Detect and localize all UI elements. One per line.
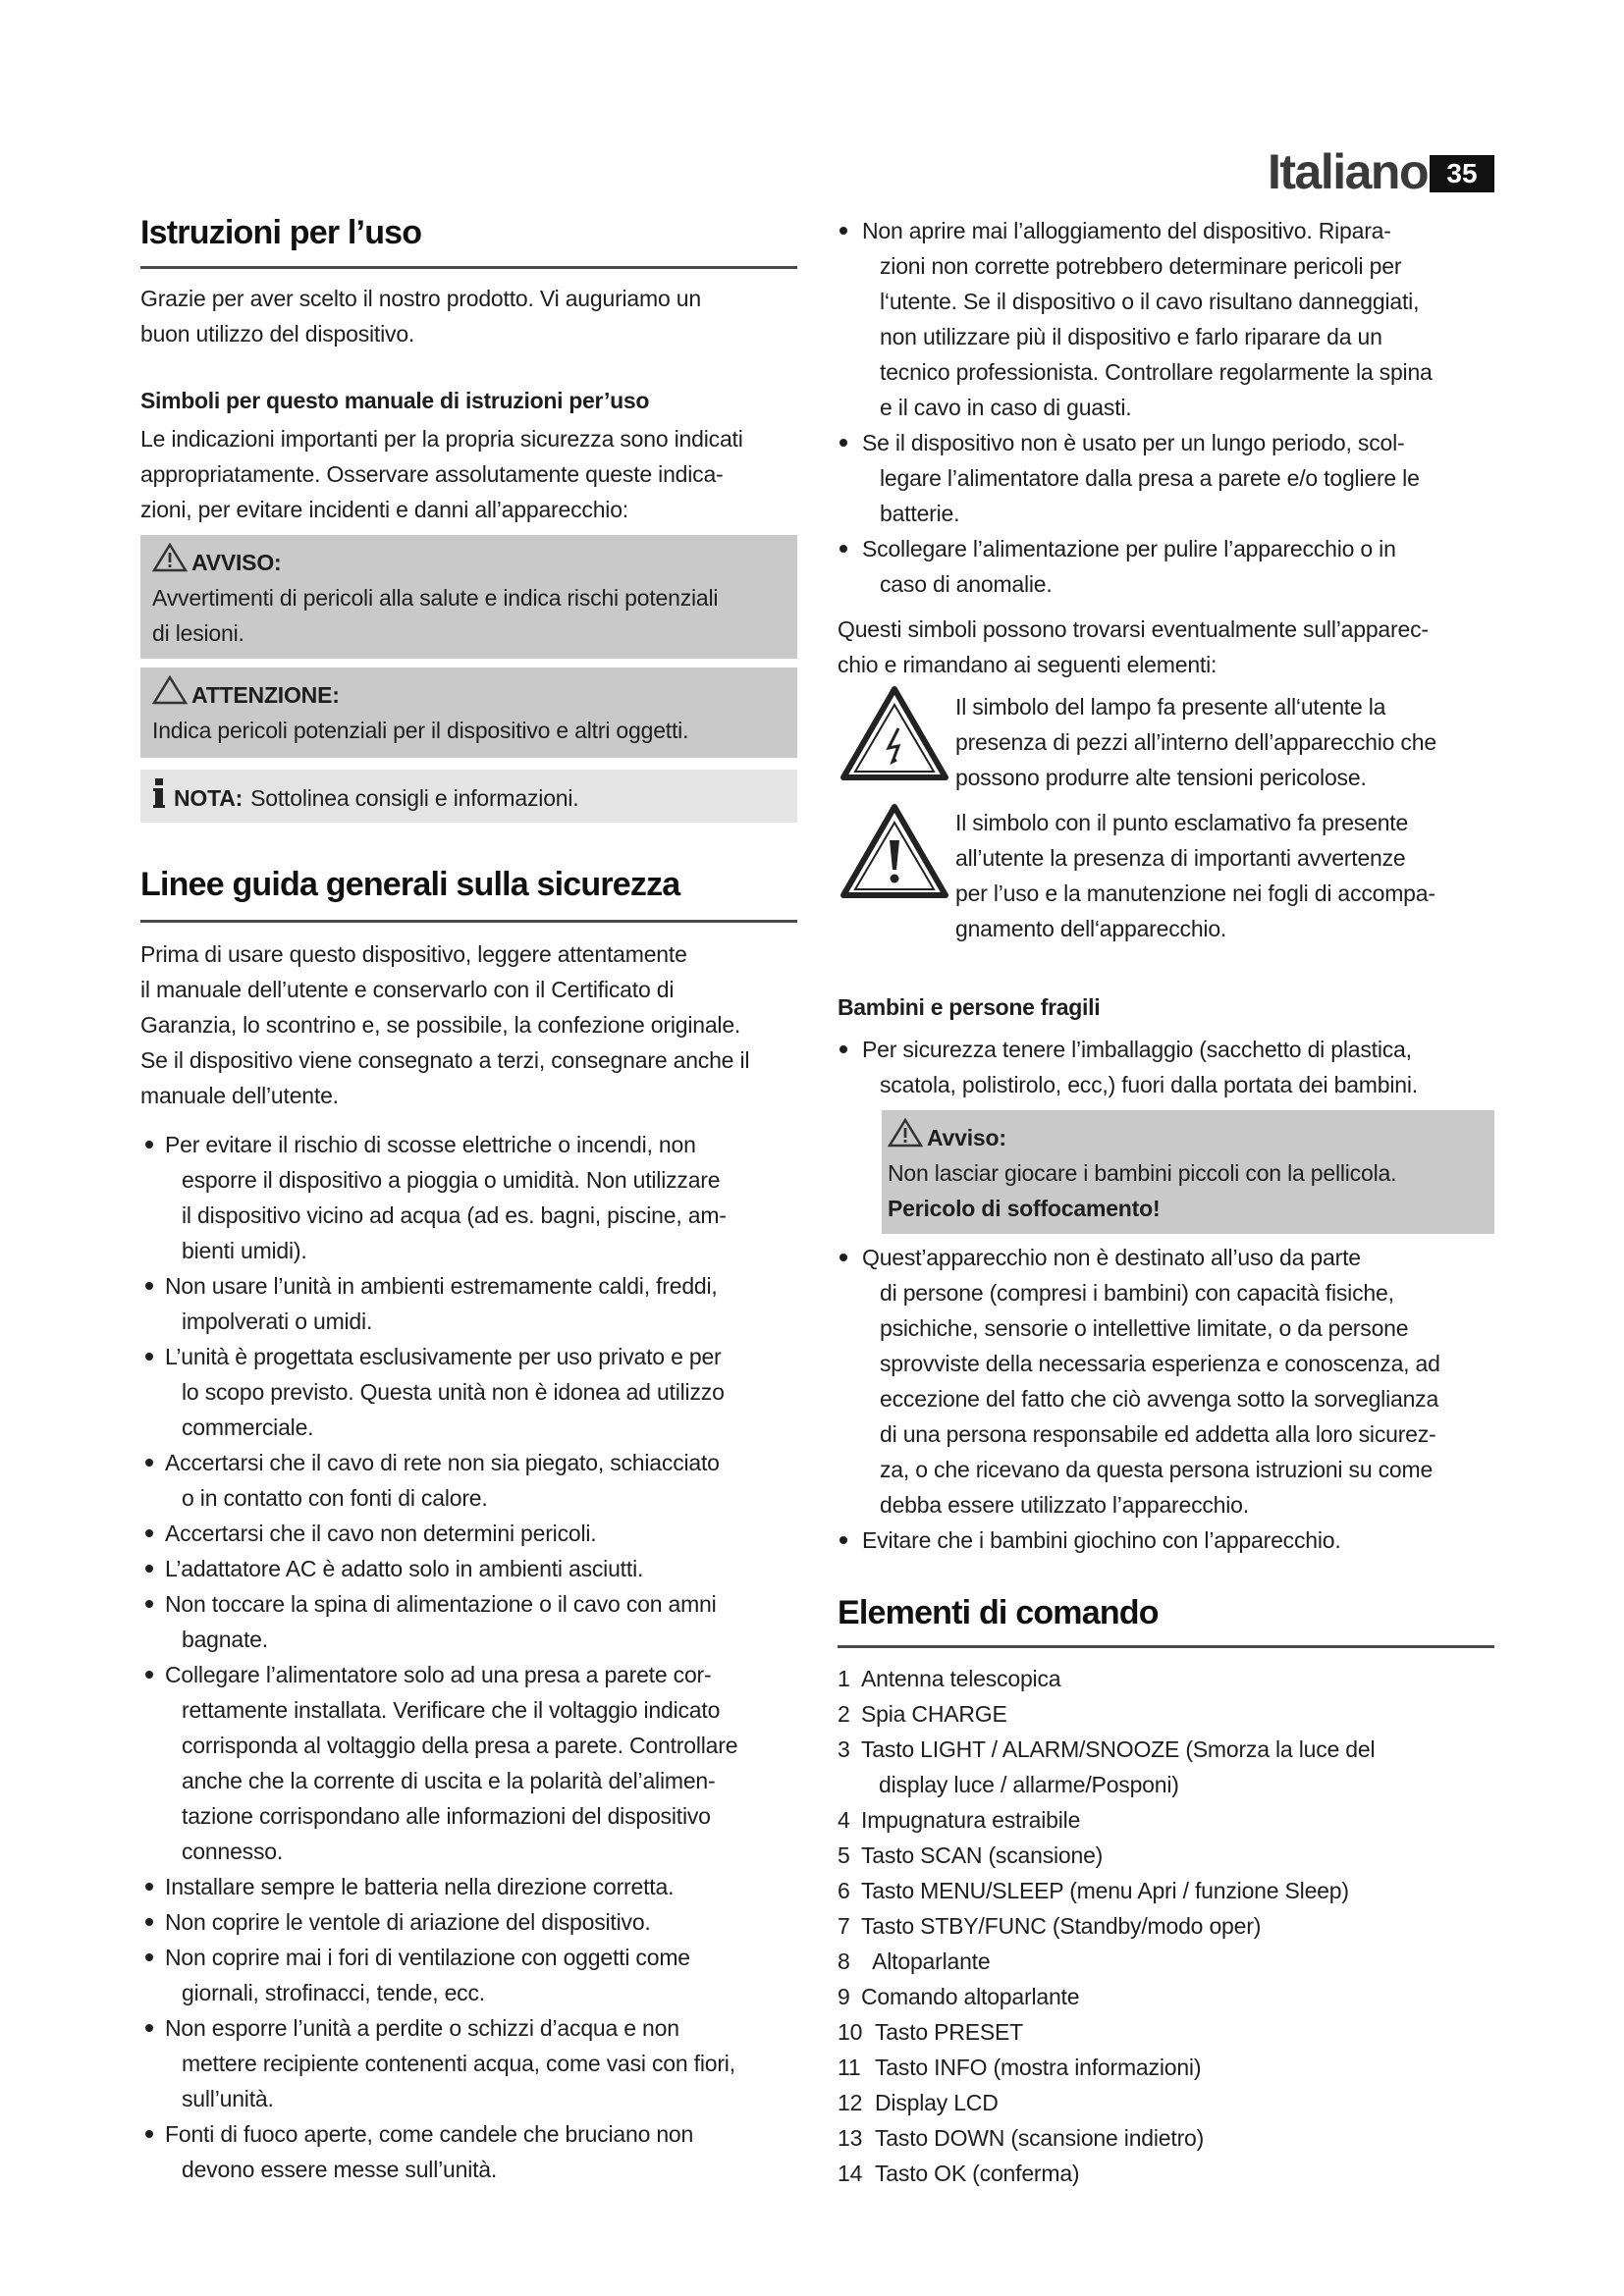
control-item: [838, 2085, 1375, 2120]
bullet-line: il dispositivo vicino ad acqua (ad es. bagni, piscine, am-: [182, 1202, 727, 1228]
bullet-dot-icon: [145, 1600, 153, 1608]
control-item: [838, 1767, 1375, 1802]
control-label: Display LCD: [875, 2090, 999, 2115]
bullet-line: mettere recipiente contenenti acqua, come vasi con fiori,: [182, 2051, 735, 2076]
text-line: possono produrre alte tensioni pericolose.: [955, 765, 1367, 790]
safety-bullet-list: [145, 1127, 737, 2187]
text-line: buon utilizzo del dispositivo.: [140, 321, 415, 347]
control-label: Antenna telescopica: [861, 1666, 1061, 1691]
bullet-item: [839, 213, 1433, 425]
text-line: manuale dell’utente.: [140, 1083, 339, 1108]
control-item: [838, 1908, 1375, 1944]
bullet-dot-icon: [839, 439, 847, 447]
avviso-text: [152, 580, 718, 651]
bullet-line: l‘utente. Se il dispositivo o il cavo risultano danneggiati,: [880, 289, 1420, 314]
bullet-line: commerciale.: [182, 1415, 314, 1440]
text-line: chio e rimandano ai seguenti elementi:: [838, 652, 1218, 677]
avviso-title: Avviso:: [927, 1125, 1006, 1150]
warning-icon: [888, 1118, 923, 1157]
control-number: 14: [838, 2161, 863, 2186]
bullet-dot-icon: [145, 2024, 153, 2032]
bullet-item: [145, 1127, 737, 1268]
bullet-line: psichiche, sensorie o intellettive limitate, o da persone: [880, 1315, 1409, 1341]
bullet-dot-icon: [839, 545, 847, 553]
safety-bullet-list-continued: [839, 213, 1433, 602]
bullet-dot-icon: [145, 1565, 153, 1573]
lightning-warning-icon: [839, 685, 949, 788]
bullet-line: rettamente installata. Verificare che il voltaggio indicato: [182, 1697, 721, 1723]
control-item: [838, 1979, 1375, 2014]
text-line: gnamento dell‘apparecchio.: [955, 916, 1227, 941]
bullet-line: bienti umidi).: [182, 1238, 307, 1263]
control-number: 12: [838, 2090, 863, 2115]
control-label: Tasto OK (conferma): [875, 2161, 1080, 2186]
bullet-item: [839, 1032, 1418, 1102]
text-line: Grazie per aver scelto il nostro prodotto. Vi auguriamo un: [140, 286, 701, 311]
language-title: Italiano: [1267, 144, 1428, 199]
exclamation-description: [955, 805, 1435, 946]
control-number: 1: [838, 1666, 850, 1691]
bullet-line: Accertarsi che il cavo non determini pericoli.: [165, 1521, 597, 1546]
control-item: [838, 1696, 1375, 1732]
bullet-item: [145, 1940, 737, 2010]
bullet-line: non utilizzare più il dispositivo e farlo riparare da un: [880, 324, 1382, 349]
bullet-line: devono essere messe sull’unità.: [182, 2157, 498, 2182]
bullet-line: Non coprire mai i fori di ventilazione con oggetti come: [165, 1945, 690, 1970]
control-item: [838, 1838, 1375, 1873]
bullet-line: lo scopo previsto. Questa unità non è idonea ad utilizzo: [182, 1379, 725, 1405]
control-label: Tasto INFO (mostra informazioni): [875, 2055, 1202, 2080]
bullet-line: Se il dispositivo non è usato per un lungo periodo, scol-: [862, 430, 1405, 455]
bullet-line: Evitare che i bambini giochino con l’apparecchio.: [862, 1527, 1341, 1553]
control-number: [838, 1767, 879, 1802]
control-number: 13: [838, 2125, 863, 2151]
text-line: di lesioni.: [152, 620, 244, 646]
avviso-title: AVVISO:: [191, 550, 282, 575]
control-label: Tasto DOWN (scansione indietro): [875, 2125, 1205, 2151]
bullet-line: Collegare l’alimentatore solo ad una presa a parete cor-: [165, 1662, 712, 1687]
control-label: Tasto SCAN (scansione): [861, 1842, 1104, 1868]
text-line: Se il dispositivo viene consegnato a terzi, consegnare anche il: [140, 1047, 750, 1073]
heading-rule: [140, 266, 797, 269]
bullet-item: [145, 1445, 737, 1516]
bullet-line: L’unità è progettata esclusivamente per uso privato e per: [165, 1344, 722, 1369]
control-label: Tasto PRESET: [875, 2019, 1023, 2045]
control-number: 5: [838, 1842, 850, 1868]
safety-intro: [140, 936, 749, 1113]
control-number: 3: [838, 1736, 850, 1762]
bullet-item: [145, 1904, 737, 1940]
bullet-item: [145, 2116, 737, 2187]
heading-rule: [140, 920, 797, 923]
control-number: 7: [838, 1913, 850, 1939]
bullet-line: sull’unità.: [182, 2086, 274, 2111]
control-label: Altoparlante: [861, 1949, 991, 1974]
bullet-item: [839, 1240, 1440, 1522]
text-line: Garanzia, lo scontrino e, se possibile, la confezione originale.: [140, 1012, 741, 1038]
control-item: [838, 1661, 1375, 1696]
bullet-line: Fonti di fuoco aperte, come candele che bruciano non: [165, 2121, 694, 2147]
control-item: [838, 2120, 1375, 2156]
text-line: zioni, per evitare incidenti e danni all’apparecchio:: [140, 497, 628, 522]
symbols-intro: [838, 612, 1429, 682]
bullet-line: legare l’alimentatore dalla presa a parete e/o togliere le: [880, 465, 1420, 491]
control-number: 6: [838, 1878, 850, 1903]
bullet-line: corrisponda al voltaggio della presa a parete. Controllare: [182, 1733, 738, 1758]
bullet-line: giornali, strofinacci, tende, ecc.: [182, 1980, 485, 2005]
bullet-dot-icon: [839, 1536, 847, 1544]
bullet-line: impolverati o umidi.: [182, 1308, 373, 1334]
control-number: 11: [838, 2055, 861, 2080]
bullet-line: za, o che ricevano da questa persona istruzioni su come: [880, 1457, 1434, 1482]
text-line: per l’uso e la manutenzione nei fogli di accompa-: [955, 881, 1435, 906]
control-label: Impugnatura estraibile: [861, 1807, 1081, 1833]
text-line: Il simbolo con il punto esclamativo fa presente: [955, 810, 1409, 835]
attenzione-title: ATTENZIONE:: [191, 682, 340, 708]
bullet-item: [145, 1551, 737, 1586]
bullet-line: Per evitare il rischio di scosse elettriche o incendi, non: [165, 1132, 696, 1157]
heading-istruzioni: Istruzioni per l’uso: [140, 214, 422, 251]
bullet-dot-icon: [839, 227, 847, 235]
bullet-line: di una persona responsabile ed addetta alla loro sicurez-: [880, 1421, 1436, 1447]
control-number: 9: [838, 1984, 850, 2009]
page-number: 35: [1430, 155, 1494, 192]
bullet-line: Non coprire le ventole di ariazione del dispositivo.: [165, 1909, 651, 1935]
children-avviso-box: [882, 1110, 1494, 1234]
bullet-item: [145, 1586, 737, 1657]
bullet-line: di persone (compresi i bambini) con capacità fisiche,: [880, 1280, 1394, 1306]
symbols-heading: Simboli per questo manuale di istruzioni per’uso: [140, 388, 650, 413]
control-item: [838, 1944, 1375, 1979]
bullet-line: sprovviste della necessaria esperienza e conoscenza, ad: [880, 1351, 1440, 1376]
control-label: Tasto LIGHT / ALARM/SNOOZE (Smorza la luce del: [861, 1736, 1376, 1762]
avviso-bold-text: Pericolo di soffocamento!: [888, 1196, 1161, 1221]
text-line: presenza di pezzi all’interno dell’apparecchio che: [955, 729, 1436, 755]
bullet-line: Non aprire mai l’alloggiamento del dispositivo. Ripara-: [862, 218, 1391, 243]
bullet-item: [145, 1869, 737, 1904]
bullet-line: zioni non corrette potrebbero determinare pericoli per: [880, 253, 1402, 279]
bullet-item: [145, 1268, 737, 1339]
control-item: [838, 2014, 1375, 2050]
text-line: all’utente la presenza di importanti avvertenze: [955, 845, 1406, 871]
attenzione-text: [152, 713, 688, 748]
control-item: [838, 1732, 1375, 1767]
children-bullets-2: [839, 1240, 1440, 1558]
bullet-line: Per sicurezza tenere l’imballaggio (sacchetto di plastica,: [862, 1037, 1412, 1062]
avviso-box: [140, 535, 797, 659]
bullet-dot-icon: [839, 1254, 847, 1261]
control-item: [838, 1873, 1375, 1908]
bullet-dot-icon: [145, 1282, 153, 1290]
warning-icon: [152, 543, 188, 582]
bullet-line: tazione corrispondano alle informazioni del dispositivo: [182, 1803, 711, 1829]
lightning-description: [955, 689, 1436, 795]
bullet-line: L’adattatore AC è adatto solo in ambienti asciutti.: [165, 1556, 644, 1581]
bullet-line: Non toccare la spina di alimentazione o il cavo con amni: [165, 1591, 717, 1617]
bullet-dot-icon: [145, 1529, 153, 1537]
text-line: Avvertimenti di pericoli alla salute e indica rischi potenziali: [152, 585, 719, 611]
control-label: Spia CHARGE: [861, 1701, 1007, 1727]
text-line: Le indicazioni importanti per la propria sicurezza sono indicati: [140, 426, 743, 452]
bullet-line: Accertarsi che il cavo di rete non sia piegato, schiacciato: [165, 1450, 720, 1475]
attenzione-box: [140, 667, 797, 758]
bullet-line: Installare sempre le batteria nella direzione corretta.: [165, 1874, 675, 1899]
heading-rule: [838, 1645, 1494, 1648]
bullet-line: Quest’apparecchio non è destinato all’uso da parte: [862, 1245, 1361, 1270]
bullet-item: [839, 1522, 1440, 1558]
bullet-item: [145, 2010, 737, 2116]
bullet-dot-icon: [145, 1883, 153, 1891]
children-heading: Bambini e persone fragili: [838, 994, 1101, 1020]
bullet-line: tecnico professionista. Controllare regolarmente la spina: [880, 359, 1433, 385]
text-line: Questi simboli possono trovarsi eventualmente sull’apparec-: [838, 616, 1429, 642]
bullet-item: [145, 1516, 737, 1551]
bullet-line: Non usare l’unità in ambienti estremamente caldi, freddi,: [165, 1273, 718, 1299]
controls-list: [838, 1661, 1375, 2191]
control-label: display luce / allarme/Posponi): [879, 1772, 1179, 1797]
exclamation-warning-icon: [839, 803, 949, 906]
control-label: Tasto STBY/FUNC (Standby/modo oper): [861, 1913, 1262, 1939]
bullet-line: connesso.: [182, 1839, 284, 1864]
bullet-line: debba essere utilizzato l’apparecchio.: [880, 1492, 1249, 1518]
nota-title: NOTA:: [174, 785, 244, 811]
bullet-dot-icon: [145, 1671, 153, 1679]
text-line: appropriatamente. Osservare assolutamente queste indica-: [140, 461, 724, 487]
text-line: Prima di usare questo dispositivo, leggere attentamente: [140, 941, 687, 967]
intro-paragraph: [140, 281, 701, 351]
control-number: 10: [838, 2019, 863, 2045]
text-line: Il simbolo del lampo fa presente all‘utente la: [955, 694, 1386, 720]
bullet-dot-icon: [145, 1953, 153, 1961]
bullet-item: [145, 1339, 737, 1445]
bullet-line: batterie.: [880, 501, 960, 526]
avviso-text: Non lasciar giocare i bambini piccoli con la pellicola.: [888, 1160, 1397, 1186]
bullet-dot-icon: [145, 1918, 153, 1926]
control-number: 8: [838, 1949, 850, 1974]
bullet-line: scatola, polistirolo, ecc,) fuori dalla portata dei bambini.: [880, 1072, 1418, 1097]
control-item: [838, 2156, 1375, 2191]
info-icon: [152, 778, 166, 818]
bullet-dot-icon: [145, 2130, 153, 2138]
bullet-line: caso di anomalie.: [880, 571, 1053, 597]
control-item: [838, 1802, 1375, 1838]
heading-linee-guida: Linee guida generali sulla sicurezza: [140, 866, 680, 903]
bullet-dot-icon: [145, 1459, 153, 1467]
nota-text: Sottolinea consigli e informazioni.: [250, 785, 579, 811]
bullet-line: o in contatto con fonti di calore.: [182, 1485, 488, 1511]
children-bullets: [839, 1032, 1418, 1102]
control-number: 2: [838, 1701, 850, 1727]
heading-elementi-di-comando: Elementi di comando: [838, 1594, 1159, 1631]
symbols-paragraph: [140, 421, 743, 527]
text-line: Indica pericoli potenziali per il dispositivo e altri oggetti.: [152, 718, 689, 743]
bullet-line: anche che la corrente di uscita e la polarità del’alimen-: [182, 1768, 716, 1793]
bullet-item: [145, 1657, 737, 1869]
nota-box: [140, 770, 797, 823]
text-line: il manuale dell’utente e conservarlo con il Certificato di: [140, 977, 675, 1002]
bullet-item: [839, 425, 1433, 531]
bullet-dot-icon: [145, 1353, 153, 1361]
bullet-line: esporre il dispositivo a pioggia o umidità. Non utilizzare: [182, 1167, 721, 1193]
bullet-line: eccezione del fatto che ciò avvenga sotto la sorveglianza: [880, 1386, 1439, 1412]
bullet-line: Non esporre l’unità a perdite o schizzi d’acqua e non: [165, 2015, 679, 2041]
bullet-line: Scollegare l’alimentazione per pulire l’apparecchio o in: [862, 536, 1396, 561]
control-item: [838, 2050, 1375, 2085]
bullet-line: e il cavo in caso di guasti.: [880, 395, 1132, 420]
bullet-line: bagnate.: [182, 1627, 268, 1652]
caution-icon: [152, 675, 188, 715]
control-number: 4: [838, 1807, 850, 1833]
control-label: Tasto MENU/SLEEP (menu Apri / funzione Sleep): [861, 1878, 1349, 1903]
control-label: Comando altoparlante: [861, 1984, 1080, 2009]
bullet-item: [839, 531, 1433, 602]
bullet-dot-icon: [145, 1141, 153, 1148]
bullet-dot-icon: [839, 1045, 847, 1053]
